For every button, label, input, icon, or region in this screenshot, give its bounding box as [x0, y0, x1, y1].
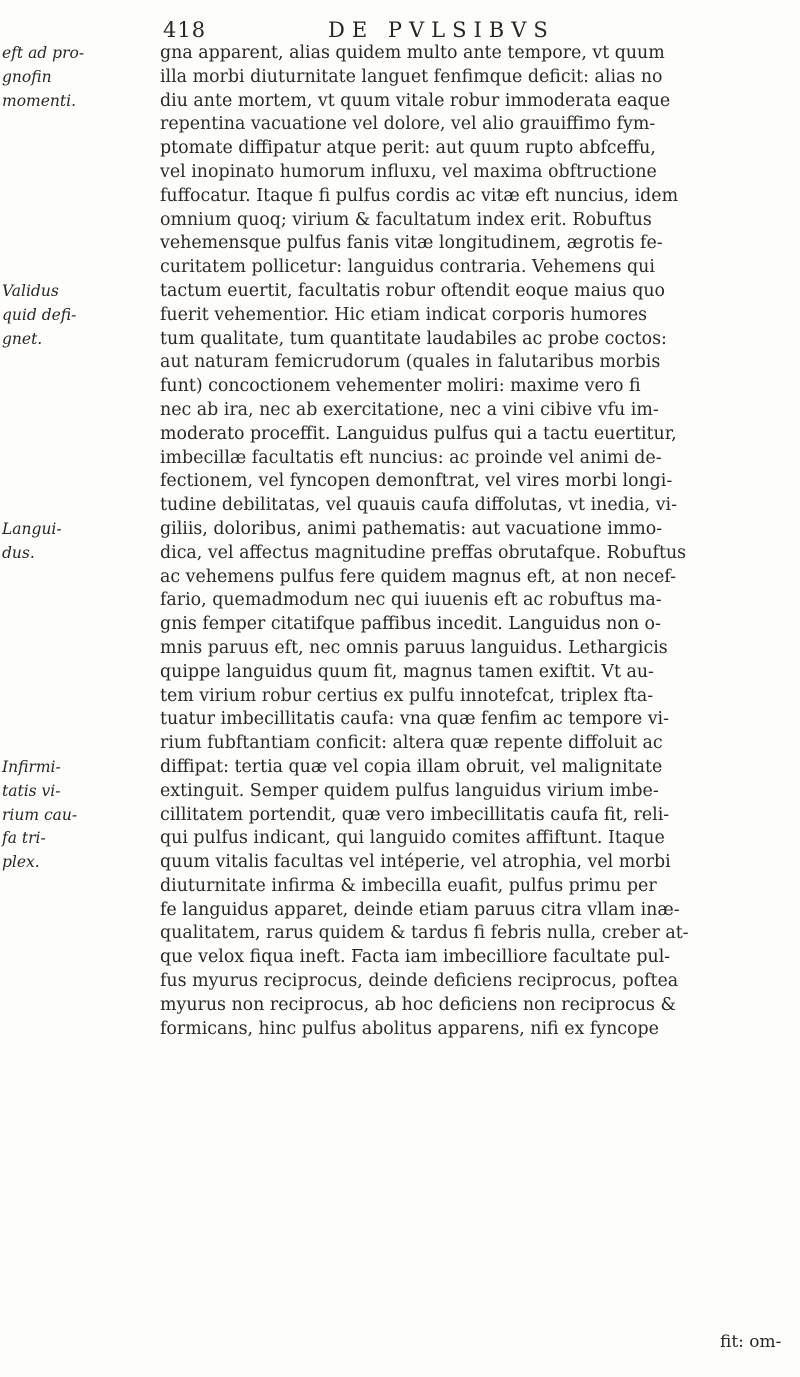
text-line: gnis femper citatifque paffibus incedit. Languidus non o-: [160, 614, 661, 635]
text-line: ptomate diffipatur atque perit: aut quum rupto abfceffu,: [160, 138, 656, 159]
text-line: curitatem pollicetur: languidus contraria. Vehemens qui: [160, 257, 655, 278]
text-line: quippe languidus quum fit, magnus tamen exiftit. Vt au-: [160, 661, 654, 682]
text-line: tem virium robur certius ex pulfu innotefcat, triplex fta-: [160, 685, 654, 706]
margin-note: Langui-: [2, 520, 62, 538]
text-line: extinguit. Semper quidem pulfus languidus virium imbe-: [160, 780, 659, 801]
text-line: tactum euertit, facultatis robur oftendit eoque maius quo: [160, 280, 666, 301]
text-line: illa morbi diuturnitate languet fenfimque deficit: alias no: [160, 66, 663, 87]
text-line: cillitatem portendit, quæ vero imbecillitatis caufa fit, reli-: [160, 804, 670, 825]
text-line: dica, vel affectus magnitudine preffas obrutafque. Robuftus: [160, 542, 687, 563]
text-line: diuturnitate infirma & imbecilla euafit, pulfus primu per: [160, 875, 657, 896]
text-line: fe languidus apparet, deinde etiam paruus citra vllam inæ-: [160, 899, 680, 920]
catchword: fit: om-: [720, 1332, 782, 1352]
text-line: funt) concoctionem vehementer moliri: maxime vero fi: [160, 376, 641, 397]
page-number: 418: [163, 18, 207, 42]
margin-note: Infirmi-: [2, 758, 61, 776]
running-title: DE PVLSIBVS: [328, 18, 555, 42]
text-line: tuatur imbecillitatis caufa: vna quæ fenfim ac tempore vi-: [160, 709, 669, 730]
text-line: qualitatem, rarus quidem & tardus fi febris nulla, creber at-: [160, 923, 689, 944]
text-line: fuffocatur. Itaque fi pulfus cordis ac vitæ eft nuncius, idem: [160, 185, 679, 206]
text-line: fus myurus reciprocus, deinde deficiens reciprocus, poftea: [160, 971, 679, 992]
margin-note: fa tri-: [2, 829, 46, 848]
text-line: ac vehemens pulfus fere quidem magnus eft, at non necef-: [160, 566, 676, 587]
margin-note: rium cau-: [2, 805, 78, 824]
margin-note: dus.: [2, 543, 35, 562]
margin-note: quid defi-: [2, 305, 77, 324]
text-line: mnis paruus eft, nec omnis paruus languidus. Lethargicis: [160, 637, 668, 658]
text-line: que velox fiqua ineft. Facta iam imbecilliore facultate pul-: [160, 947, 671, 968]
text-line: fuerit vehementior. Hic etiam indicat corporis humores: [160, 304, 648, 325]
margin-notes: [0, 0, 110, 1377]
text-line: fectionem, vel fyncopen demonftrat, vel vires morbi longi-: [160, 471, 673, 492]
text-line: diu ante mortem, vt quum vitale robur immoderata eaque: [160, 90, 671, 111]
margin-note: gnet.: [2, 329, 43, 348]
text-line: repentina vacuatione vel dolore, vel alio grauiffimo fym-: [160, 114, 656, 135]
margin-note: gnofin: [2, 67, 52, 86]
margin-note: tatis vi-: [2, 781, 61, 800]
text-line: quum vitalis facultas vel intéperie, vel atrophia, vel morbi: [160, 852, 671, 873]
text-line: myurus non reciprocus, ab hoc deficiens non reciprocus &: [160, 994, 676, 1015]
text-line: omnium quoq; virium & facultatum index erit. Robuftus: [160, 209, 652, 230]
text-line: fario, quemadmodum nec qui iuuenis eft ac robuftus ma-: [160, 590, 662, 611]
text-line: giliis, doloribus, animi pathematis: aut vacuatione immo-: [160, 518, 663, 539]
text-line: formicans, hinc pulfus abolitus apparens, nifi ex fyncope: [160, 1018, 659, 1039]
text-line: tudine debilitatas, vel quauis caufa diffolutas, vt inedia, vi-: [160, 495, 677, 516]
text-line: rium fubftantiam conficit: altera quæ repente diffoluit ac: [160, 733, 663, 754]
margin-note: momenti.: [2, 91, 76, 110]
text-line: aut naturam femicrudorum (quales in falutaribus morbis: [160, 352, 661, 373]
margin-note: eft ad pro-: [2, 44, 85, 62]
text-line: qui pulfus indicant, qui languido comites affiftunt. Itaque: [160, 828, 665, 849]
margin-note: plex.: [2, 853, 40, 872]
text-line: nec ab ira, nec ab exercitatione, nec a vini cibive vfu im-: [160, 399, 659, 420]
text-line: imbecillæ facultatis eft nuncius: ac proinde vel animi de-: [160, 447, 662, 468]
text-line: diffipat: tertia quæ vel copia illam obruit, vel malignitate: [160, 756, 663, 777]
margin-note: Validus: [2, 282, 59, 300]
body-text: [160, 42, 778, 1041]
text-line: moderato proceffit. Languidus pulfus qui a tactu euertitur,: [160, 423, 677, 444]
text-line: vehemensque pulfus fanis vitæ longitudinem, ægrotis fe-: [160, 233, 663, 254]
text-line: gna apparent, alias quidem multo ante tempore, vt quum: [160, 43, 665, 63]
text-line: tum qualitate, tum quantitate laudabiles ac probe coctos:: [160, 328, 667, 349]
text-line: vel inopinato humorum influxu, vel maxima obftructione: [160, 161, 657, 182]
